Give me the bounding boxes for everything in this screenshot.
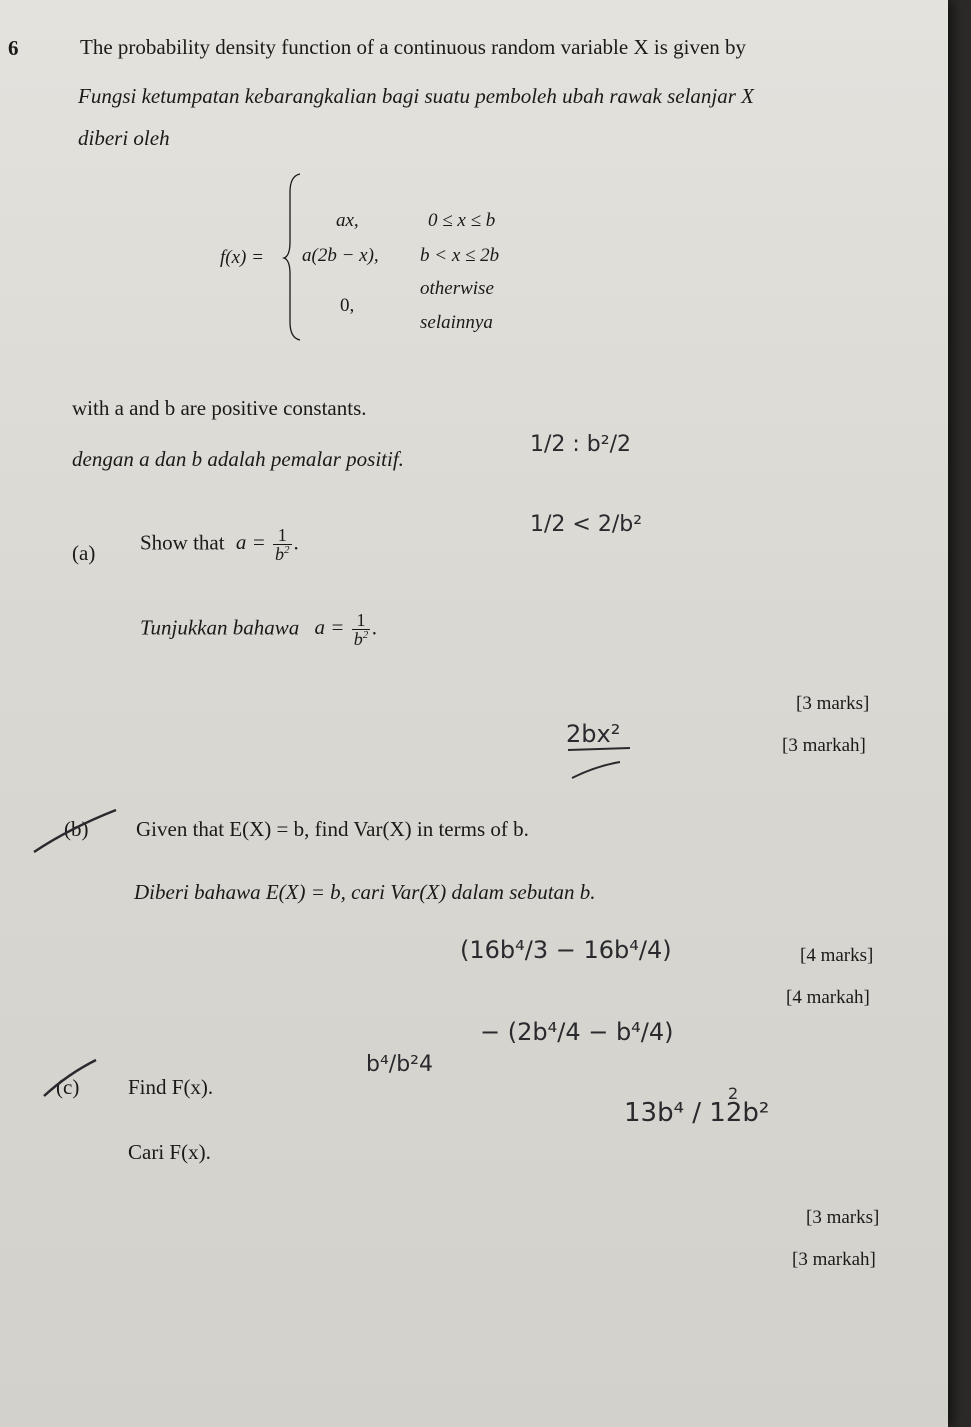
intro-malay-line2: diberi oleh xyxy=(78,126,170,150)
part-a-malay-fraction-exponent: 2 xyxy=(362,629,369,641)
part-a-marks-malay: [3 markah] xyxy=(782,735,866,756)
part-c-tick-mark xyxy=(40,1056,100,1100)
part-a-fraction-denominator: b xyxy=(275,544,285,564)
part-c-marks-malay: [3 markah] xyxy=(792,1249,876,1270)
pdf-brace xyxy=(282,172,304,342)
pdf-case1-expr: ax, xyxy=(336,210,359,231)
part-c-english: Find F(x). xyxy=(128,1075,214,1099)
handwritten-underline xyxy=(566,744,636,784)
handwritten-note-integral: 2bx² xyxy=(566,720,621,748)
part-a-text: Show that xyxy=(140,530,225,555)
pdf-case2-expr: a(2b − x), xyxy=(302,245,379,266)
handwritten-note-superscript: 2 xyxy=(728,1084,739,1103)
part-a-malay-formula-lhs: a = xyxy=(314,615,345,640)
handwritten-note-result: 13b⁴ / 12b² xyxy=(624,1098,770,1128)
pdf-case1-cond: 0 ≤ x ≤ b xyxy=(428,210,496,231)
part-a-fraction-exponent: 2 xyxy=(284,544,290,556)
handwritten-note-subtraction: − (2b⁴/4 − b⁴/4) xyxy=(480,1018,674,1046)
part-a-malay-fraction-denominator: b xyxy=(353,629,363,649)
intro-english: The probability density function of a continuous random variable X is given by xyxy=(80,35,747,59)
question-number: 6 xyxy=(8,36,19,60)
handwritten-note-inequality: 1/2 < 2/b² xyxy=(530,512,643,537)
pdf-case3-cond: otherwise xyxy=(420,278,494,299)
part-b-label: (b) xyxy=(64,817,89,841)
constants-malay: dengan a dan b adalah pemalar positif. xyxy=(72,447,404,471)
part-b-tick-mark xyxy=(30,806,120,856)
handwritten-note-simplify: b⁴/b²4 xyxy=(366,1052,433,1077)
pdf-case3-cond-malay: selainnya xyxy=(420,312,493,333)
part-a-formula-lhs: a = xyxy=(235,530,266,555)
part-a-malay-text: Tunjukkan bahawa xyxy=(140,615,300,640)
part-a-malay-fraction-numerator: 1 xyxy=(356,610,366,630)
part-a-label: (a) xyxy=(72,541,96,565)
part-c-marks-english: [3 marks] xyxy=(806,1207,880,1228)
part-b-malay: Diberi bahawa E(X) = b, cari Var(X) dalam sebutan b. xyxy=(134,880,596,904)
intro-malay-line1: Fungsi ketumpatan kebarangkalian bagi suatu pemboleh ubah rawak selanjar X xyxy=(78,84,755,108)
pdf-case3-expr: 0, xyxy=(340,295,355,316)
pdf-case2-cond: b < x ≤ 2b xyxy=(420,245,500,266)
part-a-fraction xyxy=(273,526,292,563)
part-a-malay-fraction xyxy=(352,611,371,648)
pdf-lhs: f(x) = xyxy=(220,247,264,268)
handwritten-note-ratio: 1/2 : b²/2 xyxy=(530,432,631,457)
part-b-marks-english: [4 marks] xyxy=(800,945,874,966)
part-c-label: (c) xyxy=(56,1075,80,1099)
part-b-english: Given that E(X) = b, find Var(X) in terms of b. xyxy=(136,817,529,841)
part-a-fraction-numerator: 1 xyxy=(277,525,287,545)
part-a-english: Show that a = $\frac{1}{b^2}$ . xyxy=(140,525,299,564)
part-a-marks-english: [3 marks] xyxy=(796,693,870,714)
handwritten-note-expectation: (16b⁴/3 − 16b⁴/4) xyxy=(460,936,672,964)
constants-english: with a and b are positive constants. xyxy=(72,396,367,420)
part-a-malay: Tunjukkan bahawa a = $\frac{1}{b^2}$ . xyxy=(140,610,378,649)
part-b-marks-malay: [4 markah] xyxy=(786,987,870,1008)
part-c-malay: Cari F(x). xyxy=(128,1140,211,1164)
